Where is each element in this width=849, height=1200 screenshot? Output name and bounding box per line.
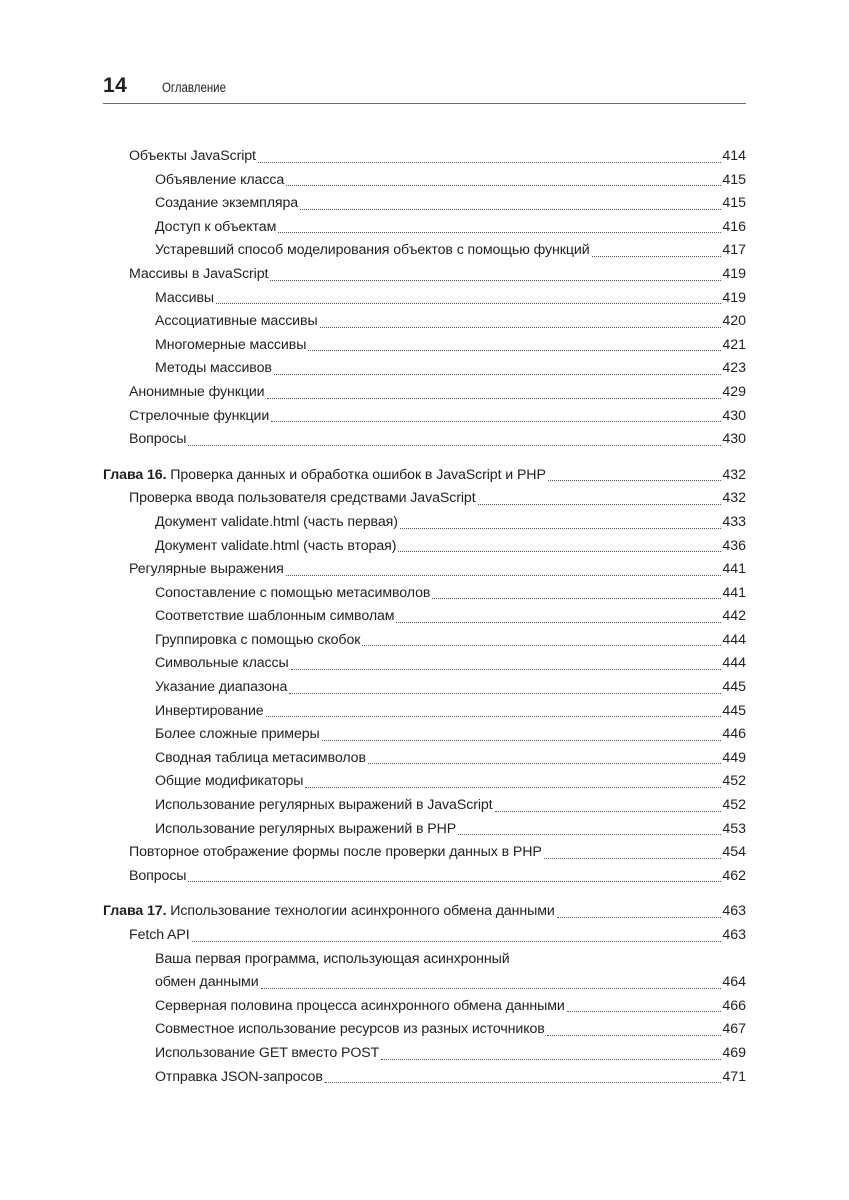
toc-entry-page: 423 — [722, 360, 746, 377]
toc-entry-title: Стрелочные функции — [129, 407, 270, 424]
dot-leader — [266, 716, 722, 717]
toc-entry-title: Анонимные функции — [129, 383, 265, 400]
toc-entry[interactable] — [0, 995, 849, 1019]
toc-entry-page: 445 — [722, 702, 746, 719]
dot-leader — [400, 528, 721, 529]
dot-leader — [300, 209, 721, 210]
dot-leader — [432, 598, 721, 599]
toc-entry-title: Документ validate.html (часть первая) — [155, 513, 398, 530]
toc-entry-title: Сопоставление с помощью метасимволов — [155, 584, 431, 601]
page-number: 14 — [103, 74, 128, 97]
toc-entry-title: Использование регулярных выражений в PHP — [155, 820, 457, 837]
toc-entry-title: Общие модификаторы — [155, 773, 304, 790]
toc-entry[interactable] — [0, 924, 849, 948]
toc-entry-page: 464 — [722, 974, 746, 991]
toc-entry[interactable] — [0, 428, 849, 452]
toc-entry-title: Символьные классы — [155, 655, 289, 672]
chapter-label: Глава 17. — [103, 903, 167, 920]
toc-entry[interactable] — [0, 700, 849, 724]
toc-entry[interactable] — [0, 192, 849, 216]
toc-entry-page: 442 — [722, 608, 746, 625]
dot-leader — [544, 858, 722, 859]
dot-leader — [271, 421, 721, 422]
dot-leader — [567, 1011, 722, 1012]
toc-entry[interactable] — [0, 1066, 849, 1090]
toc-entry-title: Инвертирование — [155, 702, 264, 719]
toc-entry-title: Совместное использование ресурсов из разных источников — [155, 1021, 545, 1038]
toc-entry-page: 429 — [722, 383, 746, 400]
dot-leader — [188, 445, 721, 446]
toc-entry-page: 454 — [722, 844, 746, 861]
toc-entry-page: 432 — [722, 466, 746, 483]
toc-entry-page: 467 — [722, 1021, 746, 1038]
toc-entry-title: Fetch API — [129, 927, 190, 943]
dot-leader — [286, 185, 721, 186]
toc-entry[interactable] — [0, 263, 849, 287]
toc-entry[interactable] — [0, 334, 849, 358]
toc-entry[interactable] — [0, 1042, 849, 1066]
dot-leader — [362, 645, 721, 646]
toc-entry[interactable] — [0, 535, 849, 559]
toc-entry[interactable] — [0, 629, 849, 653]
dot-leader — [258, 162, 721, 163]
toc-entry-title: Создание экземпляра — [155, 195, 299, 212]
toc-entry-page: 463 — [722, 927, 746, 943]
toc-chapter-title — [103, 464, 546, 488]
dot-leader — [592, 256, 722, 257]
toc-entry[interactable] — [0, 723, 849, 747]
dot-leader — [216, 303, 721, 304]
toc-entry-page: 462 — [722, 867, 746, 884]
toc-entry-title: Более сложные примеры — [155, 726, 320, 743]
toc-entry-title: Ассоциативные массивы — [155, 313, 318, 330]
page-header — [103, 74, 746, 104]
toc-entry[interactable] — [0, 216, 849, 240]
dot-leader — [325, 1082, 722, 1083]
toc-entry[interactable] — [0, 794, 849, 818]
toc-entry[interactable] — [0, 948, 849, 995]
toc-chapter-title — [103, 900, 555, 924]
toc-entry[interactable] — [0, 652, 849, 676]
dot-leader — [322, 740, 722, 741]
toc-entry[interactable] — [0, 239, 849, 263]
dot-leader — [320, 327, 722, 328]
toc-entry-page: 441 — [722, 584, 746, 601]
toc-entry-page: 469 — [722, 1044, 746, 1061]
toc-entry-page: 433 — [722, 513, 746, 530]
toc-entry-page: 444 — [722, 631, 746, 648]
chapter-name: Использование технологии асинхронного обмена данными — [170, 903, 555, 920]
dot-leader — [547, 1035, 722, 1036]
toc-entry-page: 417 — [722, 242, 746, 259]
toc-entry-page: 463 — [722, 903, 746, 920]
table-of-contents — [0, 145, 849, 1089]
dot-leader — [291, 669, 722, 670]
dot-leader — [308, 350, 721, 351]
dot-leader — [305, 787, 721, 788]
dot-leader — [478, 504, 722, 505]
toc-entry[interactable] — [0, 865, 849, 889]
chapter-label: Глава 16. — [103, 466, 167, 483]
toc-entry-title: Массивы в JavaScript — [129, 265, 269, 282]
toc-entry-page: 449 — [722, 749, 746, 766]
toc-entry-page: 430 — [722, 407, 746, 424]
toc-entry-title: Отправка JSON-запросов — [155, 1068, 323, 1085]
toc-entry[interactable] — [0, 582, 849, 606]
dot-leader — [398, 551, 721, 552]
toc-entry-title: Группировка с помощью скобок — [155, 631, 361, 648]
toc-entry-page: 445 — [722, 679, 746, 696]
toc-entry-page: 453 — [722, 820, 746, 837]
toc-entry-title: Повторное отображение формы после проверки данных в PHP — [129, 844, 542, 861]
dot-leader — [458, 834, 721, 835]
toc-entry-page: 446 — [722, 726, 746, 743]
toc-entry[interactable] — [0, 169, 849, 193]
toc-entry-title: Доступ к объектам — [155, 218, 277, 235]
toc-entry-title-line1: Ваша первая программа, использующая асинхронный — [155, 950, 510, 967]
toc-entry-page: 452 — [722, 797, 746, 814]
toc-entry-title: Вопросы — [129, 867, 187, 884]
toc-entry[interactable] — [0, 487, 849, 511]
dot-leader — [557, 917, 722, 918]
toc-chapter-17[interactable] — [0, 900, 849, 924]
dot-leader — [188, 881, 721, 882]
toc-entry[interactable] — [0, 310, 849, 334]
dot-leader — [286, 575, 722, 576]
toc-entry-page: 452 — [722, 773, 746, 790]
toc-entry[interactable] — [0, 287, 849, 311]
toc-entry-page: 416 — [722, 218, 746, 235]
toc-entry-title: Методы массивов — [155, 360, 272, 377]
toc-entry-title: Массивы — [155, 289, 215, 306]
toc-entry[interactable] — [0, 818, 849, 842]
toc-entry-title: Многомерные массивы — [155, 336, 307, 353]
toc-entry[interactable] — [0, 676, 849, 700]
toc-chapter-16[interactable] — [0, 464, 849, 488]
toc-entry[interactable] — [0, 145, 849, 169]
toc-entry-title: Проверка ввода пользователя средствами JavaScript — [129, 490, 476, 507]
dot-leader — [289, 693, 721, 694]
dot-leader — [192, 941, 722, 942]
dot-leader — [368, 763, 721, 764]
toc-entry-title: Серверная половина процесса асинхронного обмена данными — [155, 997, 565, 1014]
toc-entry-title-line2: обмен данными — [155, 974, 259, 991]
dot-leader — [274, 374, 722, 375]
toc-entry[interactable] — [0, 511, 849, 535]
toc-entry[interactable] — [0, 1018, 849, 1042]
toc-entry-page: 432 — [722, 490, 746, 507]
toc-entry-title: Объекты JavaScript — [129, 148, 256, 164]
dot-leader — [270, 280, 721, 281]
toc-entry-page: 415 — [722, 195, 746, 212]
dot-leader — [396, 622, 721, 623]
toc-entry-title: Регулярные выражения — [129, 561, 284, 578]
toc-entry-page: 415 — [722, 171, 746, 188]
dot-leader — [278, 232, 721, 233]
dot-leader — [495, 811, 722, 812]
toc-entry-page: 419 — [722, 289, 746, 306]
header-rule — [103, 103, 746, 104]
toc-entry-page: 414 — [722, 148, 746, 164]
dot-leader — [381, 1059, 721, 1060]
toc-entry-page: 436 — [722, 537, 746, 554]
toc-entry[interactable] — [0, 747, 849, 771]
toc-entry-page: 471 — [722, 1068, 746, 1085]
toc-entry-title: Использование регулярных выражений в JavaScript — [155, 797, 493, 814]
toc-entry-title: Использование GET вместо POST — [155, 1044, 380, 1061]
toc-entry-page: 466 — [722, 997, 746, 1014]
toc-entry-title: Документ validate.html (часть вторая) — [155, 537, 397, 554]
dot-leader — [267, 398, 722, 399]
running-title: Оглавление — [162, 80, 226, 95]
dot-leader — [548, 480, 722, 481]
toc-entry-title: Вопросы — [129, 431, 187, 448]
toc-entry[interactable] — [0, 770, 849, 794]
toc-entry-page: 421 — [722, 336, 746, 353]
toc-entry[interactable] — [0, 357, 849, 381]
toc-entry-title: Указание диапазона — [155, 679, 288, 696]
toc-entry-title: Сводная таблица метасимволов — [155, 749, 366, 766]
toc-entry-page: 419 — [722, 265, 746, 282]
toc-entry-page: 420 — [722, 313, 746, 330]
toc-entry[interactable] — [0, 381, 849, 405]
toc-entry-title: Устаревший способ моделирования объектов с помощью функций — [155, 242, 590, 259]
toc-entry[interactable] — [0, 605, 849, 629]
toc-entry-page: 430 — [722, 431, 746, 448]
toc-entry[interactable] — [0, 841, 849, 865]
toc-entry[interactable] — [0, 405, 849, 429]
toc-entry-page: 444 — [722, 655, 746, 672]
toc-entry-page: 441 — [722, 561, 746, 578]
toc-entry-title: Объявление класса — [155, 171, 285, 188]
dot-leader — [261, 988, 722, 989]
chapter-name: Проверка данных и обработка ошибок в JavaScript и PHP — [170, 466, 546, 483]
toc-entry[interactable] — [0, 558, 849, 582]
toc-entry-title: Соответствие шаблонным символам — [155, 608, 395, 625]
